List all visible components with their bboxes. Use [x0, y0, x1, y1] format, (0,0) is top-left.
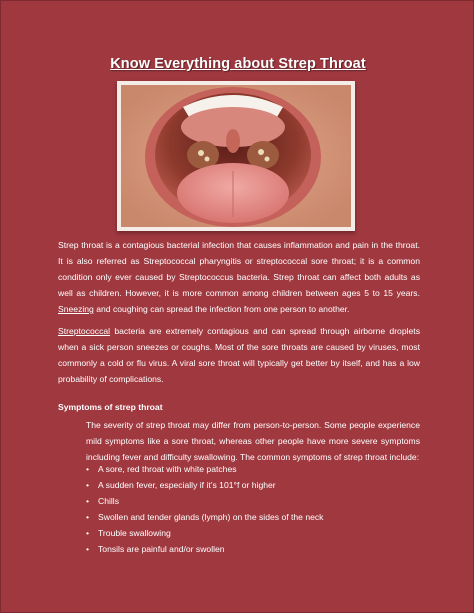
throat-photo [117, 81, 355, 231]
bullet-icon: • [86, 512, 90, 522]
bullet-icon: • [86, 528, 90, 538]
bullet-icon: • [86, 464, 90, 474]
list-item: • A sore, red throat with white patches [86, 461, 323, 477]
list-item: • Trouble swallowing [86, 525, 323, 541]
intro-paragraph [58, 237, 420, 317]
list-item: • Tonsils are painful and/or swollen [86, 541, 323, 557]
bullet-icon: • [86, 496, 90, 506]
bullet-icon: • [86, 544, 90, 554]
intro-text-2: and coughing can spread the infection from one person to another. [93, 304, 350, 314]
symptoms-intro: The severity of strep throat may differ from person-to-person. Some people experience mild symptoms like a sore throat, whereas other people have more severe symptoms including fever and difficulty swallowing. The common symptoms of strep throat include: [86, 420, 420, 462]
list-item: • A sudden fever, especially if it’s 101°f or higher [86, 477, 323, 493]
intro-text-1: Strep throat is a contagious bacterial infection that causes inflammation and pain in the throat. It is also referred as Streptococcal pharyngitis or streptococcal sore throat; it is a common condition only ever caused by Streptococcus bacteria. Strep throat can affect both adults as well as children. However, it is more common among children between ages 5 to 15 years. [58, 240, 420, 298]
list-item: • Chills [86, 493, 323, 509]
streptococcal-link[interactable]: Streptococcal [58, 326, 111, 336]
second-paragraph [58, 323, 420, 387]
open-mouth-image [121, 85, 351, 227]
symptoms-list [86, 461, 323, 557]
symptoms-heading: Symptoms of strep throat [58, 402, 163, 412]
bullet-icon: • [86, 480, 90, 490]
second-text: bacteria are extremely contagious and can spread through airborne droplets when a sick person sneezes or coughs. Most of the sore throats are caused by viruses, most commonly a cold or flu virus. A viral sore throat will typically get better by itself, and has a low probability of complications. [58, 326, 420, 384]
list-item: • Swollen and tender glands (lymph) on the sides of the neck [86, 509, 323, 525]
sneezing-link[interactable]: Sneezing [58, 304, 94, 314]
page-title: Know Everything about Strep Throat [110, 56, 366, 72]
